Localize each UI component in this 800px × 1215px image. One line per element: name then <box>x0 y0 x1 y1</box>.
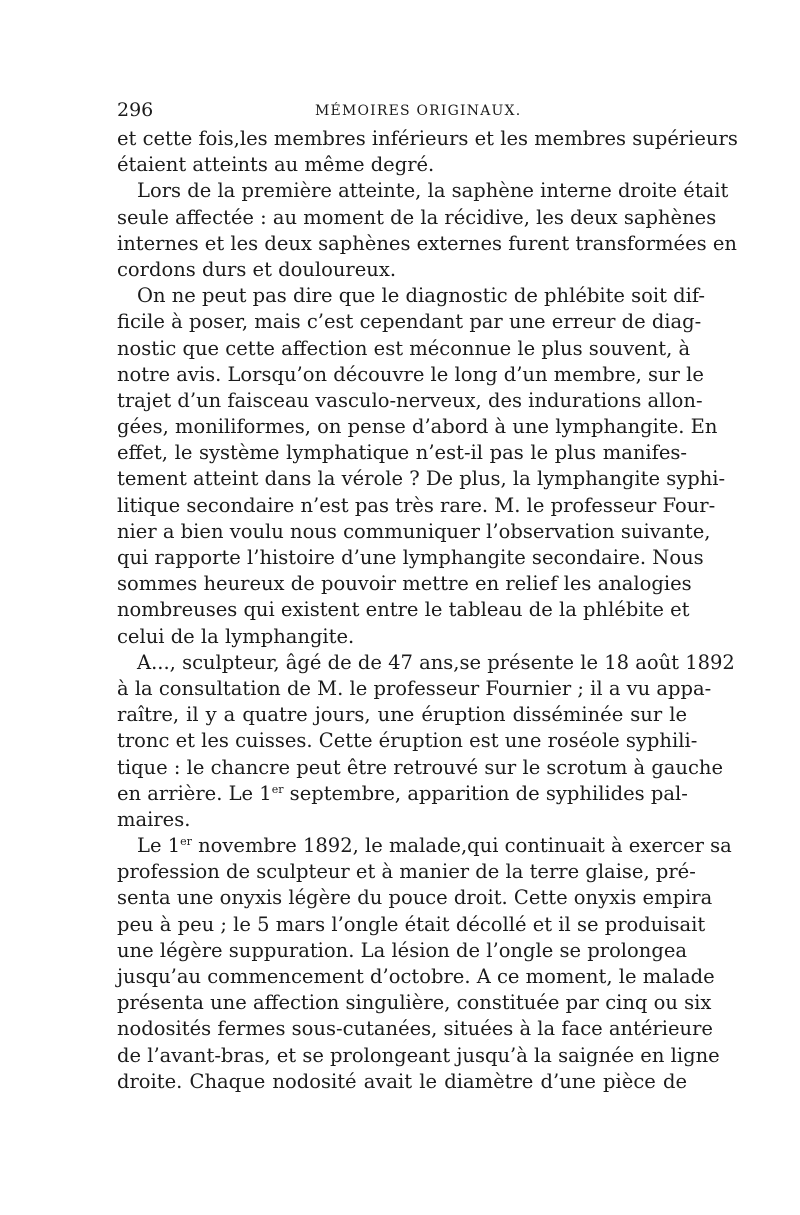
text-line: litique secondaire n’est pas très rare. M. le professeur Four- <box>117 493 716 517</box>
superscript: er <box>271 782 284 796</box>
text-line: cordons durs et douloureux. <box>117 257 397 281</box>
text-line: peu à peu ; le 5 mars l’ongle était décollé et il se produisait <box>117 912 706 936</box>
text-line: une légère suppuration. La lésion de l’ongle se prolongea <box>117 938 687 962</box>
text-line: tement atteint dans la vérole ? De plus, la lymphangite syphi- <box>117 467 726 491</box>
text-line: nodosités fermes sous-cutanées, situées à la face antérieure <box>117 1017 713 1041</box>
running-title: MÉMOIRES ORIGINAUX. <box>315 103 522 119</box>
text-line: seule affectée : au moment de la récidive, les deux saphènes <box>117 205 717 229</box>
text-line: qui rapporte l’histoire d’une lymphangite secondaire. Nous <box>117 546 704 569</box>
text-line: présenta une affection singulière, constituée par cinq ou six <box>117 991 712 1015</box>
text-line: étaient atteints au même degré. <box>117 153 435 177</box>
text-line: raître, il y a quatre jours, une éruption disséminée sur le <box>117 703 687 727</box>
text-line: celui de la lymphangite. <box>117 624 355 648</box>
text-line: A..., sculpteur, âgé de de 47 ans,se présente le 18 août 1892 <box>137 650 735 674</box>
text-segment: septembre, apparition de syphilides pal- <box>283 781 688 805</box>
text-line: notre avis. Lorsqu’on découvre le long d’un membre, sur le <box>117 362 704 386</box>
text-line: et cette fois,les membres inférieurs et les membres supérieurs <box>117 127 738 150</box>
text-line: senta une onyxis légère du pouce droit. Cette onyxis empira <box>117 886 713 910</box>
text-line: nombreuses qui existent entre le tableau de la phlébite et <box>117 598 690 622</box>
text-segment: Le 1 <box>137 834 181 858</box>
text-line: de l’avant-bras, et se prolongeant jusqu’à la saignée en ligne <box>117 1043 720 1067</box>
text-line-with-superscript <box>117 781 687 807</box>
text-line: profession de sculpteur et à manier de la terre glaise, pré- <box>117 860 696 884</box>
page-header <box>117 98 687 124</box>
text-line: gées, moniliformes, on pense d’abord à une lymphangite. En <box>117 415 718 439</box>
text-line: jusqu’au commencement d’octobre. A ce moment, le malade <box>117 965 715 988</box>
text-line: Lors de la première atteinte, la saphène interne droite était <box>137 179 729 203</box>
text-line: nier a bien voulu nous communiquer l’observation suivante, <box>117 519 711 543</box>
body-text <box>117 126 738 1095</box>
superscript: er <box>180 835 192 849</box>
text-line: tique : le chancre peut être retrouvé sur le scrotum à gauche <box>117 755 724 779</box>
text-line: internes et les deux saphènes externes furent transformées en <box>117 231 737 255</box>
text-segment: novembre 1892, le malade,qui continuait à exercer sa <box>191 834 732 858</box>
text-line: nostic que cette affection est méconnue le plus souvent, à <box>117 336 691 360</box>
text-line: trajet d’un faisceau vasculo-nerveux, des indurations allon- <box>117 388 703 412</box>
page-number: 296 <box>117 99 154 121</box>
text-line: maires. <box>117 807 191 831</box>
text-line: sommes heureux de pouvoir mettre en relief les analogies <box>117 572 692 596</box>
text-line-with-superscript <box>117 833 732 859</box>
text-line: à la consultation de M. le professeur Fournier ; il a vu appa- <box>117 676 712 700</box>
text-line: tronc et les cuisses. Cette éruption est une roséole syphili- <box>117 729 698 753</box>
text-segment: en arrière. Le 1 <box>117 781 272 805</box>
text-line: ficile à poser, mais c’est cependant par une erreur de diag- <box>117 310 702 334</box>
text-line: On ne peut pas dire que le diagnostic de phlébite soit dif- <box>137 284 706 308</box>
text-line: droite. Chaque nodosité avait le diamètre d’une pièce de <box>117 1069 687 1093</box>
text-line: effet, le système lymphatique n’est-il pas le plus manifes- <box>117 441 687 465</box>
